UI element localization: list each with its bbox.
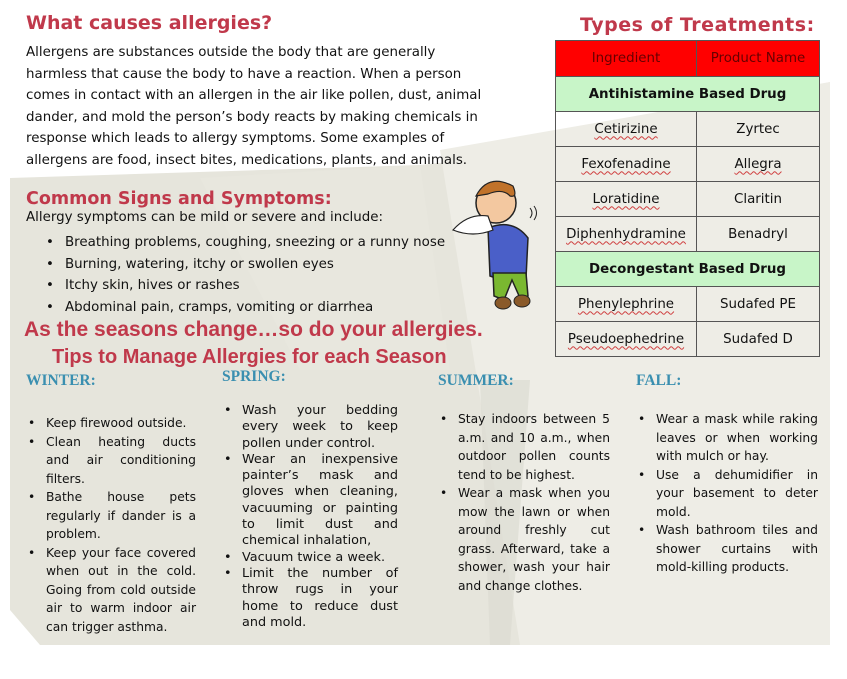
tips-list (438, 410, 610, 595)
tip-item: • Stay indoors between 5 a.m. and 10 a.m., when outdoor pollen counts tend to be highest. (438, 410, 610, 484)
product-cell: Sudafed PE (697, 287, 820, 322)
category-row (556, 252, 820, 287)
symptom-item: • Itchy skin, hives or rashes (40, 275, 445, 297)
header-product-name: Product Name (697, 41, 820, 77)
tip-item: • Use a dehumidifier in your basement to deter mold. (636, 466, 818, 522)
tip-item: • Limit the number of throw rugs in your home to reduce dust and mold. (222, 566, 398, 631)
table-row (556, 182, 820, 217)
ingredient-cell: Pseudoephedrine (567, 331, 685, 347)
season-spring (222, 368, 398, 631)
ingredient-cell: Loratidine (592, 191, 660, 207)
ingredient-cell: Fexofenadine (581, 156, 671, 172)
sneezing-boy-icon (448, 168, 548, 318)
tip-item: • Wash your bedding every week to keep pollen under control. (222, 403, 398, 452)
tip-item: • Clean heating ducts and air conditioning filters. (26, 433, 196, 489)
table-row (556, 112, 820, 147)
ingredient-cell: Phenylephrine (577, 296, 675, 312)
tip-item: • Wear an inexpensive painter’s mask and gloves when cleaning, vacuuming or painting to limit dust and chemical inhalation, (222, 452, 398, 550)
tip-item: • Vacuum twice a week. (222, 550, 398, 566)
tips-list (636, 410, 818, 577)
table-row (556, 322, 820, 357)
symptom-item: • Burning, watering, itchy or swollen eyes (40, 254, 445, 276)
symptom-item: • Breathing problems, coughing, sneezing or a runny nose (40, 232, 445, 254)
season-summer (438, 372, 610, 595)
season-heading: WINTER: (26, 372, 96, 389)
product-cell: Zyrtec (697, 112, 820, 147)
season-heading: SUMMER: (438, 372, 514, 389)
symptoms-intro: Allergy symptoms can be mild or severe and include: (26, 210, 384, 225)
category-row (556, 77, 820, 112)
product-cell: Benadryl (697, 217, 820, 252)
product-cell: Allegra (734, 156, 782, 172)
tip-item: • Wear a mask while raking leaves or when working with mulch or hay. (636, 410, 818, 466)
ingredient-cell: Diphenhydramine (566, 226, 686, 242)
tip-item: • Keep your face covered when out in the cold. Going from cold outside air to warm indoor air can trigger asthma. (26, 544, 196, 637)
category-decongestant: Decongestant Based Drug (556, 252, 820, 287)
tips-banner: Tips to Manage Allergies for each Season (52, 346, 447, 368)
table-row (556, 147, 820, 182)
season-heading: FALL: (636, 372, 682, 389)
tip-item: • Wash bathroom tiles and shower curtains with mold-killing products. (636, 521, 818, 577)
tip-item: • Wear a mask when you mow the lawn or when around freshly cut grass. Afterward, take a shower, wash your hair and change clothes. (438, 484, 610, 595)
tip-item: • Bathe house pets regularly if dander is a problem. (26, 488, 196, 544)
header-ingredient: Ingredient (556, 41, 697, 77)
season-winter (26, 372, 196, 636)
symptoms-heading: Common Signs and Symptoms: (26, 189, 332, 209)
symptom-item: • Abdominal pain, cramps, vomiting or diarrhea (40, 297, 445, 319)
table-row (556, 287, 820, 322)
treatments-heading: Types of Treatments: (580, 14, 815, 36)
season-fall (636, 372, 818, 577)
table-row (556, 217, 820, 252)
seasons-banner: As the seasons change…so do your allergies. (24, 318, 483, 341)
causes-paragraph: Allergens are substances outside the body that are generally harmless that cause the body to have a reaction. When a person comes in contact with an allergen in the air like pollen, dust, animal dander, and mold the person’s body reacts by making chemicals in response which leads to allergy symptoms. Some examples of allergens are food, insect bites, medications, plants, and animals. (26, 45, 482, 168)
table-header-row (556, 41, 820, 77)
causes-heading: What causes allergies? (26, 12, 273, 34)
tip-item: • Keep firewood outside. (26, 414, 196, 433)
season-heading: SPRING: (222, 368, 286, 385)
symptoms-list (40, 232, 445, 318)
category-antihistamine: Antihistamine Based Drug (556, 77, 820, 112)
tips-list (222, 403, 398, 631)
tips-list (26, 414, 196, 636)
product-cell: Sudafed D (697, 322, 820, 357)
treatments-table (555, 40, 820, 357)
ingredient-cell: Cetirizine (594, 121, 658, 137)
product-cell: Claritin (697, 182, 820, 217)
